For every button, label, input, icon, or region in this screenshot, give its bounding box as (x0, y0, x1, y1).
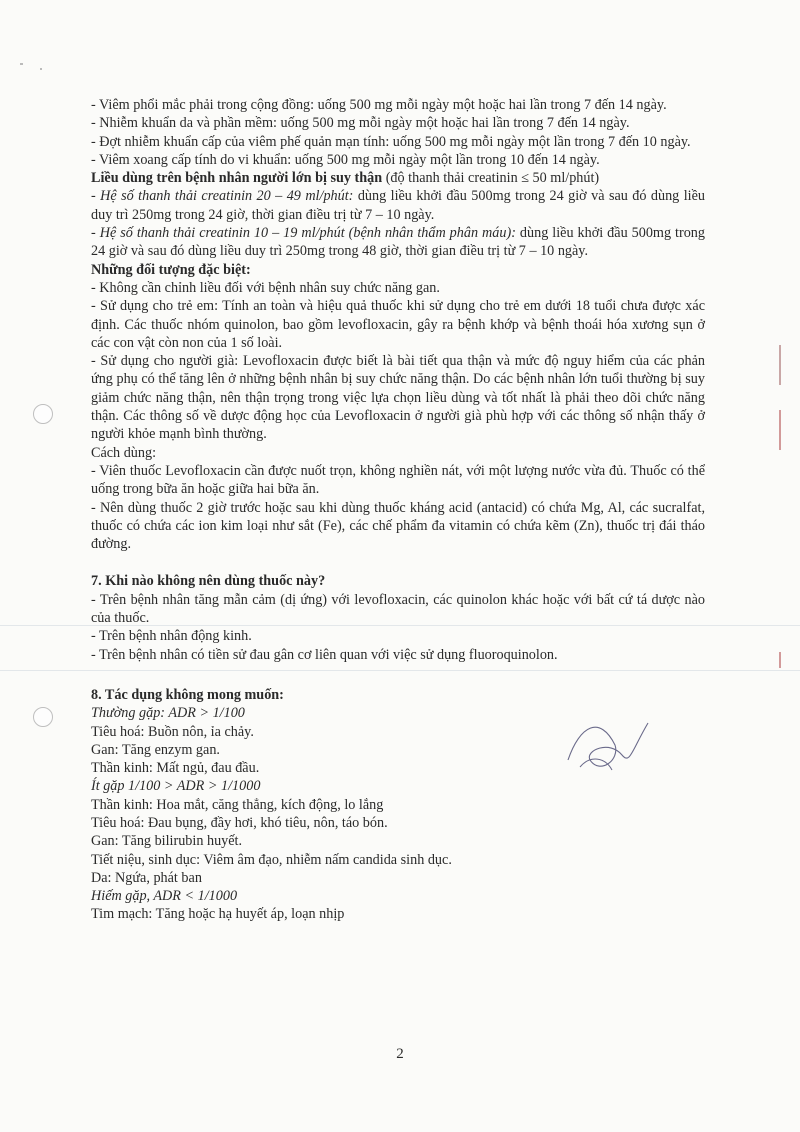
paragraph (91, 686, 705, 704)
paragraph (91, 297, 705, 352)
paragraph (91, 114, 705, 132)
paragraph (91, 279, 705, 297)
paragraph (91, 851, 705, 869)
text-run: 7. Khi nào không nên dùng thuốc này? (91, 573, 326, 590)
page-number: 2 (396, 1046, 404, 1062)
text-run: Ít gặp 1/100 > ADR > 1/1000 (91, 778, 261, 795)
text-run: - Trên bệnh nhân động kinh. (91, 628, 252, 645)
text-run: - Sử dụng cho người già: Levofloxacin được biết là bài tiết qua thận và mức độ nguy hiểm của các phản ứng phụ có thể tăng lên ở những bệnh nhân bị suy chức năng thận. Do các bệnh nhân lớn tuổi thường bị suy giảm chức năng thận, nên thận trọng trong việc lựa chọn liều dùng và tốt nhất là phải theo dõi chức năng thận. Các thông số về dược động học của Levofloxacin ở người già phù hợp với các thông số nhận thấy ở người khỏe mạnh bình thường. (91, 353, 705, 443)
paragraph (91, 646, 705, 664)
text-run: - Hệ số thanh thải creatinin 10 – 19 ml/phút (bệnh nhân thẩm phân máu): (91, 225, 516, 242)
paragraph (91, 796, 705, 814)
paragraph (91, 572, 705, 590)
text-run: Thường gặp: ADR > 1/100 (91, 705, 245, 722)
text-run: - Viên thuốc Levofloxacin cần được nuốt trọn, không nghiền nát, với một lượng nước vừa đủ. Thuốc có thể uống trong bữa ăn hoặc giữa hai bữa ăn. (91, 462, 705, 498)
text-run: Da: Ngứa, phát ban (91, 869, 202, 886)
paragraph (91, 627, 705, 645)
text-run: Hiếm gặp, ADR < 1/1000 (91, 888, 238, 905)
text-run: Thần kinh: Mất ngủ, đau đầu. (91, 760, 260, 777)
text-run: Thần kinh: Hoa mắt, căng thẳng, kích động, lo lắng (91, 796, 384, 813)
text-run: dùng liều khởi đầu 500mg trong 24 giờ và sau đó dùng liều duy trì 250mg trong 48 giờ, thời gian điều trị từ 7 – 10 ngày. (91, 225, 705, 260)
paragraph (91, 352, 705, 443)
text-run: - Viêm phổi mắc phải trong cộng đồng: uống 500 mg mỗi ngày một hoặc hai lần trong 7 đến 14 ngày. (91, 97, 667, 113)
text-run: Cách dùng: (91, 444, 157, 461)
paragraph (91, 187, 705, 224)
paragraph (91, 151, 705, 169)
text-run: Những đối tượng đặc biệt: (91, 261, 251, 278)
text-run: - Nhiễm khuẩn da và phần mềm: uống 500 mg mỗi ngày một hoặc hai lần trong 7 đến 14 ngày. (91, 115, 630, 132)
text-run: - Trên bệnh nhân có tiền sử đau gân cơ liên quan với việc sử dụng fluoroquinolon. (91, 646, 558, 663)
text-run: - Không cần chỉnh liều đối với bệnh nhân suy chức năng gan. (91, 279, 440, 296)
scan-mark-right-2 (779, 410, 781, 450)
text-run: 8. Tác dụng không mong muốn: (91, 686, 284, 703)
binder-hole-bottom (33, 707, 53, 727)
text-run: - Viêm xoang cấp tính do vi khuẩn: uống 500 mg mỗi ngày một lần trong 10 đến 14 ngày. (91, 151, 600, 168)
paragraph (91, 887, 705, 905)
paragraph (91, 96, 705, 114)
paragraph (91, 224, 705, 261)
paragraph (91, 444, 705, 462)
paragraph (91, 261, 705, 279)
scan-speck-top-left-2 (40, 68, 42, 70)
text-run: Tiết niệu, sinh dục: Viêm âm đạo, nhiễm nấm candida sinh dục. (91, 851, 452, 868)
paragraph (91, 133, 705, 151)
text-run: - Hệ số thanh thải creatinin 20 – 49 ml/phút: (91, 188, 354, 205)
text-run: Gan: Tăng bilirubin huyết. (91, 833, 243, 850)
paragraph (91, 814, 705, 832)
text-run: Gan: Tăng enzym gan. (91, 741, 220, 758)
paragraph (91, 832, 705, 850)
paragraph (91, 777, 705, 795)
scan-mark-right-3 (779, 652, 781, 668)
text-run: - Nên dùng thuốc 2 giờ trước hoặc sau khi dùng thuốc kháng acid (antacid) có chứa Mg, Al, các sucralfat, thuốc có chứa các ion kim loại như sắt (Fe), các chế phẩm đa vitamin có chứa kẽm (Zn), thuốc trị đái tháo đường. (91, 499, 705, 553)
paragraph (91, 741, 705, 759)
paragraph (91, 723, 705, 741)
scan-mark-right-1 (779, 345, 781, 385)
text-run: Tiêu hoá: Đau bụng, đầy hơi, khó tiêu, nôn, táo bón. (91, 814, 388, 831)
paragraph (91, 169, 705, 187)
paragraph (91, 869, 705, 887)
paragraph (91, 499, 705, 554)
paragraph (91, 905, 705, 923)
paragraph (91, 462, 705, 499)
text-run: Tiêu hoá: Buồn nôn, ỉa chảy. (91, 723, 254, 740)
paragraph (91, 591, 705, 628)
text-run: Liều dùng trên bệnh nhân người lớn bị suy thận (91, 170, 383, 187)
paragraph-gap (91, 664, 705, 686)
text-run: dùng liều khởi đầu 500mg trong 24 giờ và sau đó dùng liều duy trì 250mg trong 24 giờ, thời gian điều trị từ 7 – 10 ngày. (91, 188, 705, 223)
paragraph (91, 759, 705, 777)
text-run: - Sử dụng cho trẻ em: Tính an toàn và hiệu quả thuốc khi sử dụng cho trẻ em dưới 18 tuổi chưa được xác định. Các thuốc nhóm quinolon, bao gồm levofloxacin, gây ra bệnh khớp và bệnh thoái hóa xương sụn ở các con vật còn non của 1 số loài. (91, 298, 705, 351)
paragraph-gap (91, 553, 705, 572)
scan-speck-top-left (20, 63, 23, 65)
document-body (91, 96, 705, 924)
binder-hole-top (33, 404, 53, 424)
text-run: - Trên bệnh nhân tăng mẫn cảm (dị ứng) với levofloxacin, các quinolon khác hoặc với bất cứ tá dược nào của thuốc. (91, 591, 705, 627)
paragraph (91, 704, 705, 722)
text-run: Tim mạch: Tăng hoặc hạ huyết áp, loạn nhịp (91, 906, 345, 923)
text-run: (độ thanh thải creatinin ≤ 50 ml/phút) (382, 170, 600, 187)
text-run: - Đợt nhiễm khuẩn cấp của viêm phế quản mạn tính: uống 500 mg mỗi ngày một lần trong 7 đến 10 ngày. (91, 133, 691, 150)
